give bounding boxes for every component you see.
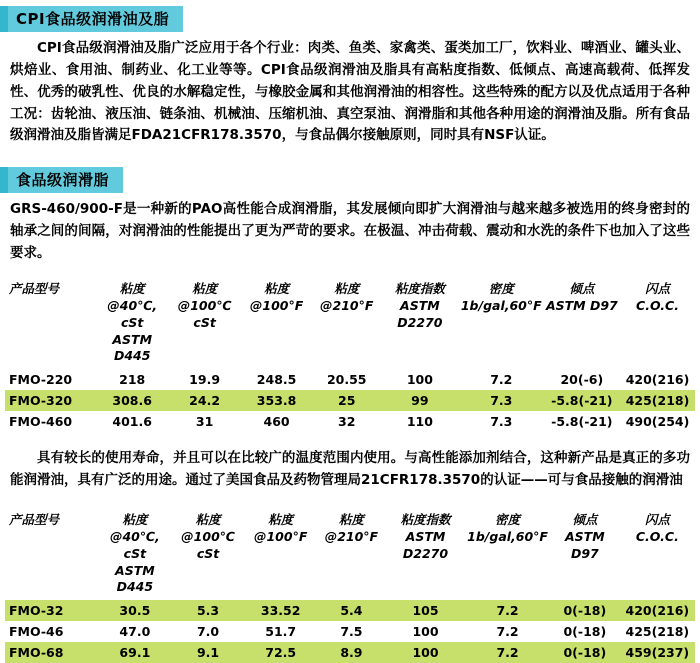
table-row [5, 411, 695, 432]
cell-value: 425(218) [625, 624, 690, 640]
cell-value: -5.8(-21) [544, 390, 620, 411]
cell-value: 7.3 [459, 390, 544, 411]
cell-value: 7.2 [496, 624, 519, 640]
cell-value: 9.1 [172, 642, 245, 663]
cell-model: FMO-32 [5, 600, 98, 621]
cell-model: FMO-460 [9, 414, 73, 430]
cell-value: 100 [406, 372, 433, 388]
col-header-visc-index: 粘度指数 ASTM D2270 [400, 511, 451, 561]
spec-table-2-head [5, 510, 695, 600]
cell-value: 0(-18) [550, 642, 620, 663]
cell-value: 69.1 [98, 642, 172, 663]
col-header-visc40: 粘度 @40℃, cSt ASTM D445 [107, 280, 158, 364]
col-header-density: 密度 1b/gal,60°F [467, 511, 548, 544]
paragraph-grease-1: GRS-460/900-F是一种新的PAO高性能合成润滑脂，其发展倾向即扩大润滑油与越来越多被选用的终身密封的轴承之间的间隔，对润滑油的性能提出了更为严苛的要求。在极温、冲击荷载、震动和水洗的条件下也加入了这些要求。 [10, 201, 690, 262]
cell-value: 5.4 [317, 600, 386, 621]
cell-value: 105 [386, 600, 465, 621]
document-page [0, 6, 700, 663]
cell-value: 353.8 [241, 390, 313, 411]
section-header-cpi [0, 6, 700, 32]
cell-model: FMO-220 [9, 372, 73, 388]
col-header-visc40: 粘度 @40℃, cSt ASTM D445 [109, 511, 160, 595]
table-row [5, 390, 695, 411]
cell-value: 51.7 [265, 624, 297, 640]
col-header-flash-point: 闪点 C.O.C. [636, 280, 679, 313]
spec-table-1 [5, 279, 695, 432]
cell-value: 24.2 [169, 390, 241, 411]
cell-value: 425(218) [620, 390, 695, 411]
table-row [5, 369, 695, 390]
col-header-model: 产品型号 [9, 511, 60, 527]
spec-table-2-body [5, 600, 695, 663]
cell-value: 7.0 [196, 624, 220, 640]
paragraph-grease-2: 具有较长的使用寿命，并且可以在比较广的温度范围内使用。与高性能添加剂结合，这种新产品是真正的多功能润滑油，具有广泛的用途。通过了美国食品及药物管理局21CFR178.3570的认证——可与食品接触的润滑油 [10, 450, 690, 489]
cell-value: 47.0 [119, 624, 151, 640]
cell-value: 100 [386, 642, 465, 663]
section-accent-bar [0, 6, 8, 32]
cell-value: 32 [338, 414, 356, 430]
section-title-cpi: CPI食品级润滑油及脂 [8, 6, 183, 32]
cell-value: 110 [406, 414, 433, 430]
cell-value: 8.9 [317, 642, 386, 663]
cell-value: 218 [119, 372, 146, 388]
cell-value: 420(216) [620, 600, 695, 621]
cell-value: 25 [313, 390, 381, 411]
cell-value: -5.8(-21) [551, 414, 613, 430]
table-row [5, 600, 695, 621]
section-header-grease [0, 167, 700, 193]
col-header-pour-point: 倾点 ASTM D97 [545, 280, 618, 313]
cell-value: 20.55 [326, 372, 367, 388]
col-header-visc210f: 粘度 @210°F [324, 511, 379, 544]
spec-table-2 [5, 510, 695, 663]
cell-value: 460 [263, 414, 290, 430]
col-header-visc100c: 粘度 @100℃ cSt [177, 280, 232, 330]
table-header-row [5, 279, 695, 369]
cell-value: 30.5 [98, 600, 172, 621]
col-header-flash-point: 闪点 C.O.C. [635, 511, 679, 544]
col-header-density: 密度 1b/gal,60°F [460, 280, 542, 313]
cell-value: 99 [381, 390, 459, 411]
spec-table-1-body [5, 369, 695, 432]
cell-value: 5.3 [172, 600, 245, 621]
col-header-visc100f: 粘度 @100°F [253, 511, 308, 544]
cell-value: 7.2 [465, 600, 550, 621]
cell-value: 7.5 [340, 624, 363, 640]
cell-value: 401.6 [112, 414, 152, 430]
section-title-grease: 食品级润滑脂 [8, 167, 123, 193]
cell-value: 490(254) [625, 414, 690, 430]
cell-value: 248.5 [256, 372, 297, 388]
cell-model: FMO-320 [5, 390, 96, 411]
cell-value: 100 [412, 624, 439, 640]
cell-value: 0(-18) [550, 600, 620, 621]
spec-table-1-head [5, 279, 695, 369]
table-row [5, 621, 695, 642]
cell-model: FMO-68 [5, 642, 98, 663]
cell-value: 7.2 [465, 642, 550, 663]
paragraph-cpi-intro: CPI食品级润滑油及脂广泛应用于各个行业：肉类、鱼类、家禽类、蛋类加工厂，饮料业、啤酒业、罐头业、烘焙业、食用油、制药业、化工业等等。CPI食品级润滑油及脂具有高粘度指数、低倾点、高速高载荷、低挥发性、优秀的破乳性、优良的水解稳定性，与橡胶金属和其他润滑油的相容性。这些特殊的配方以及优点适用于各种工况：齿轮油、液压油、链条油、机械油、压缩机油、真空泵油、润滑脂和其他各种用途的润滑油及脂。所有食品级润滑油及脂皆满足FDA21CFR178.3570，与食品偶尔接触原则，同时具有NSF认证。 [10, 40, 690, 144]
cell-value: 0(-18) [563, 624, 607, 640]
col-header-visc-index: 粘度指数 ASTM D2270 [394, 280, 445, 330]
col-header-visc100f: 粘度 @100°F [249, 280, 304, 313]
cell-value: 308.6 [96, 390, 169, 411]
cell-value: 7.3 [490, 414, 513, 430]
col-header-visc210f: 粘度 @210°F [320, 280, 374, 313]
cell-model: FMO-46 [9, 624, 64, 640]
col-header-pour-point: 倾点 ASTM D97 [565, 511, 605, 561]
cell-value: 19.9 [189, 372, 221, 388]
table-row [5, 642, 695, 663]
col-header-visc100c: 粘度 @100℃ cSt [181, 511, 235, 561]
cell-value: 459(237) [620, 642, 695, 663]
col-header-model: 产品型号 [9, 280, 60, 296]
cell-value: 33.52 [244, 600, 317, 621]
cell-value: 20(-6) [560, 372, 604, 388]
table-header-row [5, 510, 695, 600]
section-accent-bar-2 [0, 167, 8, 193]
cell-value: 31 [195, 414, 214, 430]
cell-value: 7.2 [490, 372, 513, 388]
cell-value: 420(216) [625, 372, 690, 388]
cell-value: 72.5 [244, 642, 317, 663]
